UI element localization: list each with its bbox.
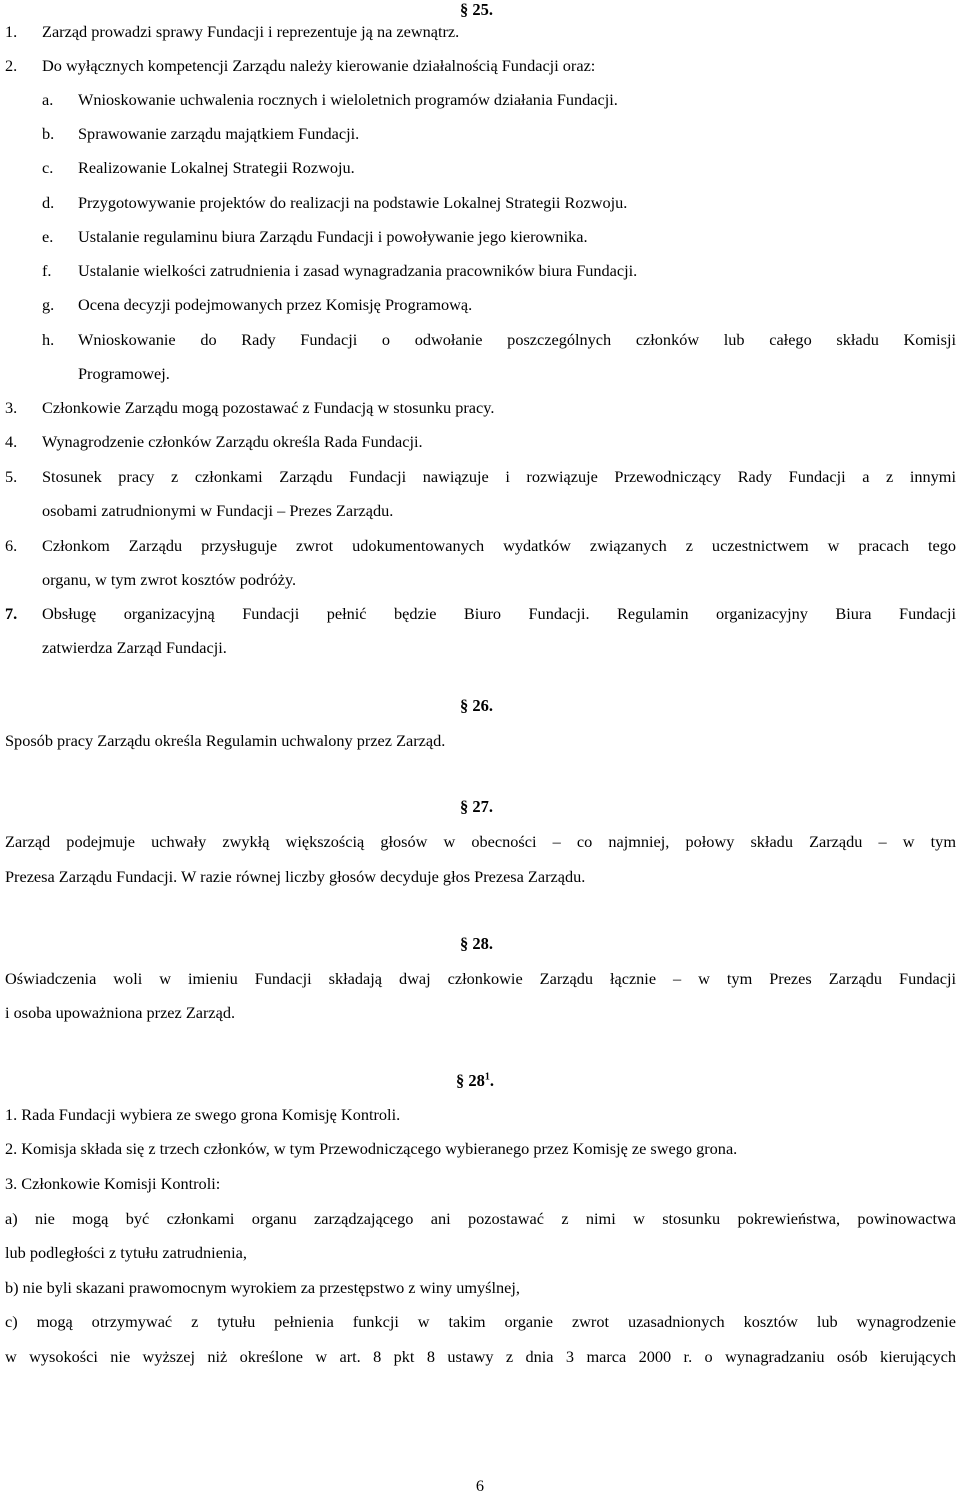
s25-item-7-number: 7.: [5, 604, 18, 623]
section-27-heading: § 27.: [460, 797, 493, 816]
s25-item-2-text: Do wyłącznych kompetencji Zarządu należy kierowanie działalnością Fundacji oraz:: [42, 56, 596, 75]
s28-1-item-c-line-2: w wysokości nie wyższej niż określone w art. 8 pkt 8 ustawy z dnia 3 marca 2000 r. o wynagradzaniu osób kierujących: [5, 1347, 956, 1366]
s28-1-item-a-line-1: a) nie mogą być członkami organu zarządzającego ani pozostawać z nimi w stosunku pokrewieństwa, powinowactwa: [5, 1209, 956, 1228]
s25-item-1-text: Zarząd prowadzi sprawy Fundacji i reprezentuje ją na zewnątrz.: [42, 22, 460, 41]
s26-text: Sposób pracy Zarządu określa Regulamin uchwalony przez Zarząd.: [5, 731, 446, 750]
s25-item-3-text: Członkowie Zarządu mogą pozostawać z Fundacją w stosunku pracy.: [42, 398, 495, 417]
s25-item-6-line-2: organu, w tym zwrot kosztów podróży.: [42, 570, 297, 589]
s25-sub-h-letter: h.: [42, 330, 55, 349]
s28-line-1: Oświadczenia woli w imieniu Fundacji składają dwaj członkowie Zarządu łącznie – w tym Prezes Zarządu Fundacji: [5, 969, 956, 988]
s25-sub-e-letter: e.: [42, 227, 54, 246]
s27-line-1: Zarząd podejmuje uchwały zwykłą większością głosów w obecności – co najmniej, połowy składu Zarządu – w tym: [5, 832, 956, 851]
s25-sub-c-letter: c.: [42, 158, 54, 177]
section-28-1-heading: § $28^1$.: [456, 1071, 494, 1090]
s25-item-4-number: 4.: [5, 432, 18, 451]
page-number: 6: [475, 1476, 485, 1495]
s25-item-4-text: Wynagrodzenie członków Zarządu określa Rada Fundacji.: [42, 432, 423, 451]
s28-1-item-c-line-1: c) mogą otrzymywać z tytułu pełnienia funkcji w takim organie zwrot uzasadnionych kosztów lub wynagrodzenie: [5, 1312, 956, 1331]
s25-sub-g-letter: g.: [42, 295, 55, 314]
s28-1-item-a-line-2: lub podległości z tytułu zatrudnienia,: [5, 1243, 247, 1262]
s25-sub-h-line-1: Wnioskowanie do Rady Fundacji o odwołanie poszczególnych członków lub całego składu Komisji: [78, 330, 956, 349]
s25-sub-h-line-2: Programowej.: [78, 364, 170, 383]
section-28-1-superscript: 1: [484, 1071, 490, 1083]
s25-sub-b-text: Sprawowanie zarządu majątkiem Fundacji.: [78, 124, 360, 143]
s28-1-item-b: b) nie byli skazani prawomocnym wyrokiem za przestępstwo z winy umyślnej,: [5, 1278, 520, 1297]
section-28-heading: § 28.: [460, 934, 493, 953]
s25-item-2-number: 2.: [5, 56, 18, 75]
s28-1-item-1: 1. Rada Fundacji wybiera ze swego grona Komisję Kontroli.: [5, 1105, 401, 1124]
s25-sub-a-letter: a.: [42, 90, 54, 109]
s25-sub-f-text: Ustalanie wielkości zatrudnienia i zasad wynagradzania pracowników biura Fundacji.: [78, 261, 638, 280]
s27-line-2: Prezesa Zarządu Fundacji. W razie równej liczby głosów decyduje głos Prezesa Zarządu.: [5, 867, 586, 886]
s25-sub-d-text: Przygotowywanie projektów do realizacji na podstawie Lokalnej Strategii Rozwoju.: [78, 193, 628, 212]
s25-item-6-number: 6.: [5, 536, 18, 555]
s25-item-7-line-2: zatwierdza Zarząd Fundacji.: [42, 638, 227, 657]
s25-sub-a-text: Wnioskowanie uchwalenia rocznych i wieloletnich programów działania Fundacji.: [78, 90, 618, 109]
s25-item-5-number: 5.: [5, 467, 18, 486]
s25-item-3-number: 3.: [5, 398, 18, 417]
s28-1-item-3: 3. Członkowie Komisji Kontroli:: [5, 1174, 221, 1193]
s25-sub-c-text: Realizowanie Lokalnej Strategii Rozwoju.: [78, 158, 355, 177]
s25-item-5-line-2: osobami zatrudnionymi w Fundacji – Prezes Zarządu.: [42, 501, 394, 520]
s25-sub-f-letter: f.: [42, 261, 52, 280]
s28-line-2: i osoba upoważniona przez Zarząd.: [5, 1003, 236, 1022]
s25-item-6-line-1: Członkom Zarządu przysługuje zwrot udokumentowanych wydatków związanych z uczestnictwem w pracach tego: [42, 536, 956, 555]
section-25-heading: § 25.: [460, 0, 493, 19]
s25-sub-g-text: Ocena decyzji podejmowanych przez Komisję Programową.: [78, 295, 473, 314]
s25-sub-b-letter: b.: [42, 124, 55, 143]
s25-item-7-line-1: Obsługę organizacyjną Fundacji pełnić będzie Biuro Fundacji. Regulamin organizacyjny Biura Fundacji: [42, 604, 956, 623]
s25-item-1-number: 1.: [5, 22, 18, 41]
section-26-heading: § 26.: [460, 696, 493, 715]
s25-item-5-line-1: Stosunek pracy z członkami Zarządu Fundacji nawiązuje i rozwiązuje Przewodniczący Rady Fundacji a z innymi: [42, 467, 956, 486]
s28-1-item-2: 2. Komisja składa się z trzech członków, w tym Przewodniczącego wybieranego przez Komisję ze swego grona.: [5, 1139, 738, 1158]
s25-sub-e-text: Ustalanie regulaminu biura Zarządu Fundacji i powoływanie jego kierownika.: [78, 227, 588, 246]
s25-sub-d-letter: d.: [42, 193, 55, 212]
